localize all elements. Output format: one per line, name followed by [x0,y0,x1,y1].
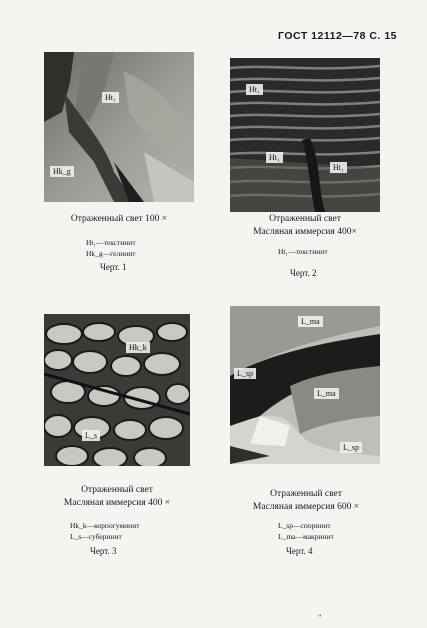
legend-1-item-1: Ht₁—текстинит [86,238,136,247]
caption-2-line-1: Отраженный свет [269,214,341,224]
legend-4 [278,520,334,542]
page-header: ГОСТ 12112—78 С. 15 [278,30,397,42]
label-ht1-a: Ht₁ [246,84,263,95]
label-hkg: Hk_g [50,166,74,177]
micrograph-1 [44,52,194,202]
micrograph-3 [44,314,190,466]
caption-4 [226,488,386,514]
caption-1 [44,213,194,226]
label-lsp-left: L_sp [234,368,256,379]
label-hkk: Hk_k [126,342,150,353]
mult-sign-4: × [353,502,360,512]
figure-2-number: Черт. 2 [290,268,317,278]
caption-3-line-2-wrap [40,497,194,510]
label-ls: L_s [82,430,100,441]
legend-3-item-1: Hk_k—корпогуминит [70,521,140,530]
legend-3 [70,520,140,542]
caption-4-line-1: Отраженный свет [270,489,342,499]
legend-4-item-1: L_sp—споринит [278,521,331,530]
legend-3-item-2: L_s—суберинит [70,532,122,541]
figure-1-number: Черт. 1 [100,262,127,272]
caption-3-line-2: Масляная иммерсия 400 [63,498,163,508]
mult-sign-2: × [351,227,357,237]
legend-1 [86,237,136,259]
micrograph-2 [230,58,380,212]
caption-3 [40,484,194,510]
micrograph-4 [230,306,380,464]
legend-2-item-1: Ht₁—текстинит [278,247,328,256]
footer-mark: " [318,614,322,622]
legend-1-item-2: Hk_g—гелинит [86,249,136,258]
caption-4-line-2-wrap [226,501,386,514]
legend-2 [278,246,328,257]
caption-1-line-1: Отраженный свет 100 [70,214,160,224]
mult-sign-3: × [164,498,171,508]
label-lma-center: L_ma [314,388,339,399]
label-ht1-c: Ht₁ [330,162,347,173]
mult-sign-1: × [161,214,168,224]
label-lma-top: L_ma [298,316,323,327]
caption-4-line-2: Масляная иммерсия 600 [252,502,352,512]
caption-2-line-2: Масляная иммерсия 400 [253,227,352,237]
label-lsp-bottom: L_sp [340,442,362,453]
label-ht1: Ht₁ [102,92,119,103]
legend-4-item-2: L_ma—макринит [278,532,334,541]
caption-3-line-1: Отраженный свет [81,485,153,495]
caption-2 [230,213,380,239]
label-ht1-b: Ht₁ [266,152,283,163]
figure-3-number: Черт. 3 [90,546,117,556]
caption-2-line-2-wrap [230,226,380,239]
figure-4-number: Черт. 4 [286,546,313,556]
